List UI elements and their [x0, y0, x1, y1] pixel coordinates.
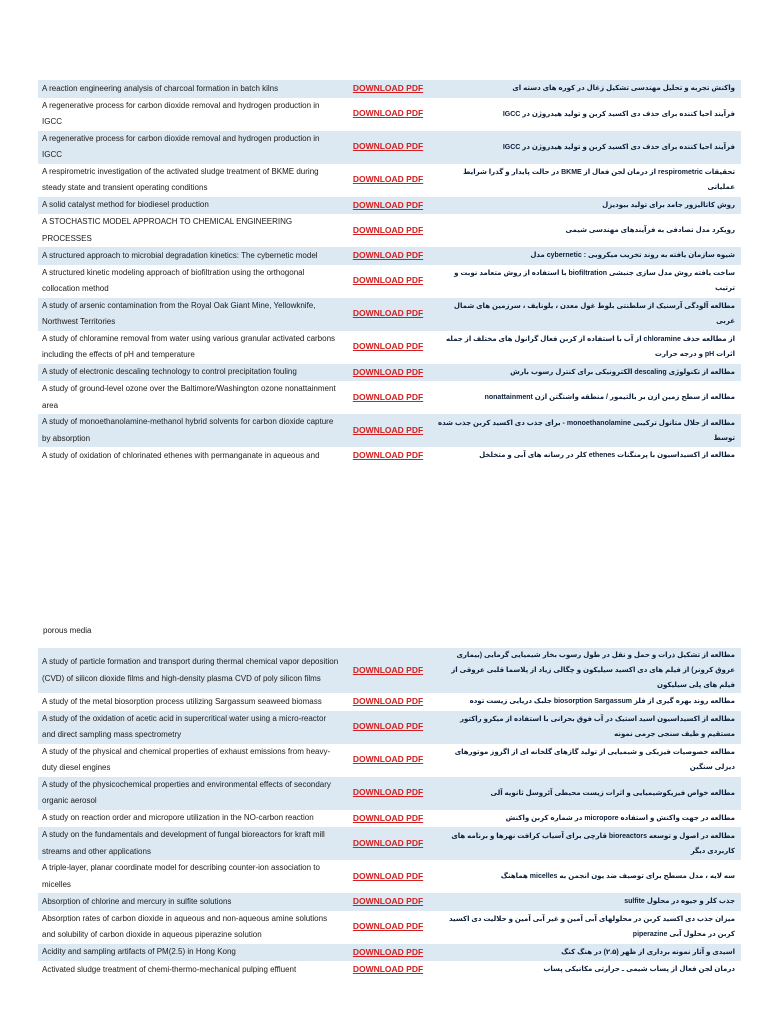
download-cell	[344, 381, 432, 414]
download-pdf-link[interactable]: DOWNLOAD PDF	[352, 664, 424, 675]
table-row	[38, 214, 741, 247]
english-title: Activated sludge treatment of chemi-thermo-mechanical pulping effluent	[42, 964, 297, 974]
english-title: A study of particle formation and transport during thermal chemical vapor deposition (CVD) of silicon dioxide films and high-density plasma CVD of poly silicon films	[38, 648, 344, 693]
download-cell	[344, 265, 432, 298]
table-row	[38, 131, 741, 164]
english-title: A study of monoethanolamine-methanol hybrid solvents for carbon dioxide capture by absorption	[38, 414, 344, 447]
download-pdf-link[interactable]: DOWNLOAD PDF	[352, 812, 424, 823]
download-pdf-link[interactable]: DOWNLOAD PDF	[352, 224, 424, 235]
english-title: A study of chloramine removal from water using various granular activated carbons including the effects of pH and temperature	[42, 333, 336, 359]
persian-title: مطالعه خواص فیزیکوشیمیایی و اثرات زیست محیطی آئروسل ثانویه آلی	[432, 777, 741, 810]
table-row	[38, 961, 741, 979]
table-row	[38, 381, 741, 414]
english-title: A study of the oxidation of acetic acid in supercritical water using a micro-reactor and direct sampling mass spectrometry	[38, 711, 344, 744]
persian-title: مطالعه در جهت واکنش و استفاده micropore در شماره کربن واکنش	[505, 814, 735, 822]
download-pdf-link[interactable]: DOWNLOAD PDF	[352, 141, 424, 152]
download-pdf-link[interactable]: DOWNLOAD PDF	[352, 450, 424, 460]
english-title: A study of ground-level ozone over the Baltimore/Washington ozone nonattainment area	[42, 384, 336, 410]
titles-table-1	[38, 80, 741, 465]
download-cell	[344, 777, 432, 810]
table-row	[38, 893, 741, 911]
download-cell	[344, 131, 432, 164]
download-cell	[344, 298, 432, 331]
download-cell	[344, 893, 432, 911]
download-pdf-link[interactable]: DOWNLOAD PDF	[352, 366, 424, 377]
english-title: A regenerative process for carbon dioxide removal and hydrogen production in IGCC	[38, 131, 344, 164]
persian-title: فرآیند احیا کننده برای حذف دی اکسید کربن و تولید هیدروژن در IGCC	[502, 110, 735, 118]
download-pdf-link[interactable]: DOWNLOAD PDF	[352, 896, 424, 906]
table-row	[38, 860, 741, 893]
english-title: A study of electronic descaling technology to control precipitation fouling	[38, 364, 344, 382]
download-pdf-link[interactable]: DOWNLOAD PDF	[352, 108, 424, 119]
persian-title: مطالعه خصوصیات فیزیکی و شیمیایی از تولید گازهای گلخانه ای از اگزوز موتورهای دیزلی سنگین	[454, 749, 735, 771]
persian-title: مطالعه از تکنولوژی descaling الکترونیکی برای کنترل رسوب بارش	[432, 364, 741, 382]
download-cell	[344, 414, 432, 447]
table-row	[38, 80, 741, 98]
persian-title: مطالعه از تشکیل ذرات و حمل و نقل در طول رسوب بخار شیمیایی گرمایی (بیماری عروق کرونر) از فیلم های دی اکسید سیلیکون و چگالی زیاد از پلاسما قلبی عروقی از فیلم های پلی سیلیکون	[432, 648, 741, 693]
titles-table-2	[38, 648, 741, 979]
download-pdf-link[interactable]: DOWNLOAD PDF	[352, 754, 424, 765]
table-row	[38, 827, 741, 860]
persian-title: اسیدی و آثار نمونه برداری از ظهر (۲.۵) در هنگ کنگ	[432, 944, 741, 962]
download-pdf-link[interactable]: DOWNLOAD PDF	[352, 275, 424, 286]
persian-title: میزان جذب دی اکسید کربن در محلولهای آبی آمین و غیر آبی آمین و حلالیت دی اکسید کربن در محلول آبی piperazine	[448, 916, 735, 938]
persian-title: واکنش تجربه و تحلیل مهندسی تشکیل زغال در کوره های دسته ای	[432, 80, 741, 98]
download-pdf-link[interactable]: DOWNLOAD PDF	[352, 837, 424, 848]
table-row	[38, 164, 741, 197]
download-cell	[344, 911, 432, 944]
english-title: A study on the fundamentals and development of fungal bioreactors for kraft mill streams and other applications	[38, 827, 344, 860]
english-title: A solid catalyst method for biodiesel production	[38, 197, 344, 215]
persian-title: شیوه سازمان یافته به روند تخریب میکروبی : cybernetic مدل	[432, 247, 741, 265]
download-pdf-link[interactable]: DOWNLOAD PDF	[352, 787, 424, 798]
table-row	[38, 693, 741, 711]
persian-title: تحقیقات respirometric از درمان لجن فعال از BKME در حالت پایدار و گذرا شرایط عملیاتی	[463, 169, 735, 191]
persian-title: روش کاتالیزور جامد برای تولید بیودیزل	[432, 197, 741, 215]
english-title: A STOCHASTIC MODEL APPROACH TO CHEMICAL ENGINEERING PROCESSES	[42, 217, 293, 243]
download-pdf-link[interactable]: DOWNLOAD PDF	[352, 870, 424, 881]
table-row	[38, 447, 741, 465]
download-cell	[344, 364, 432, 382]
english-title: Absorption rates of carbon dioxide in aqueous and non-aqueous amine solutions and solubility of carbon dioxide in aqueous piperazine solution	[42, 913, 328, 939]
download-cell	[344, 197, 432, 215]
persian-title: جذب کلر و جیوه در محلول sulfite	[432, 893, 741, 911]
persian-title: مطالعه از اکسیداسیون با پرمنگنات ethenes کلر در رسانه های آبی و متخلخل	[479, 452, 735, 460]
download-cell	[344, 331, 432, 364]
table-row	[38, 414, 741, 447]
persian-title: از مطالعه حذف chloramine از آب با استفاده از کربن فعال گرانول های مختلف از جمله اثرات pH و درجه حرارت	[446, 336, 735, 358]
persian-title: مطالعه در اصول و توسعه bioreactors قارچی برای آسیاب کرافت نهرها و برنامه های کاربردی دیگر	[432, 827, 741, 860]
table-row	[38, 298, 741, 331]
download-cell	[344, 98, 432, 131]
table-row	[38, 364, 741, 382]
download-pdf-link[interactable]: DOWNLOAD PDF	[352, 174, 424, 185]
table-row	[38, 711, 741, 744]
table-row	[38, 911, 741, 944]
english-title: A reaction engineering analysis of charcoal formation in batch kilns	[38, 80, 344, 98]
persian-title: سه لایه ، مدل مسطح برای توصیف ضد یون انجمن به micelles هماهنگ	[500, 873, 735, 880]
english-title: A study of oxidation of chlorinated ethenes with permanganate in aqueous and	[42, 450, 320, 460]
download-cell	[344, 810, 432, 828]
download-pdf-link[interactable]: DOWNLOAD PDF	[352, 391, 424, 402]
download-cell	[344, 447, 432, 465]
download-cell	[344, 860, 432, 893]
download-pdf-link[interactable]: DOWNLOAD PDF	[352, 424, 424, 435]
persian-title: مطالعه از سطح زمین ازن بر بالتیمور / منطقه واشنگتن ازن nonattainment	[484, 394, 735, 401]
download-cell	[344, 711, 432, 744]
english-title: A study of arsenic contamination from the Royal Oak Giant Mine, Yellowknife, Northwest Territories	[38, 298, 344, 331]
download-pdf-link[interactable]: DOWNLOAD PDF	[352, 250, 424, 260]
english-title: A study of the physicochemical properties and environmental effects of secondary organic aerosol	[38, 777, 344, 810]
persian-title: ساخت یافته روش مدل سازی جنبشی biofiltration با استفاده از روش متعامد نوبت و ترتیب	[454, 270, 735, 292]
download-pdf-link[interactable]: DOWNLOAD PDF	[352, 341, 424, 352]
download-pdf-link[interactable]: DOWNLOAD PDF	[352, 696, 424, 706]
persian-title: مطالعه از حلال متانول ترکیبی monoethanolamine - برای جذب دی اکسید کربن جذب شده توسط	[432, 414, 741, 447]
table-row	[38, 810, 741, 828]
download-pdf-link[interactable]: DOWNLOAD PDF	[352, 921, 424, 932]
table-row	[38, 98, 741, 131]
persian-title: رویکرد مدل تصادفی به فرآیندهای مهندسی شیمی	[565, 227, 735, 234]
download-cell	[344, 214, 432, 247]
table-row	[38, 944, 741, 962]
continued-title-text: porous media	[43, 626, 92, 635]
download-pdf-link[interactable]: DOWNLOAD PDF	[352, 83, 424, 93]
english-title: A study of the physical and chemical properties of exhaust emissions from heavy-duty diesel engines	[42, 746, 331, 772]
table-row	[38, 777, 741, 810]
download-cell	[344, 648, 432, 693]
english-title: A structured kinetic modeling approach of biofiltration using the orthogonal collocation method	[42, 267, 305, 293]
english-title: A study on reaction order and micropore utilization in the NO-carbon reaction	[42, 813, 314, 822]
persian-title: مطالعه آلودگی آرسنیک از سلطنتی بلوط غول معدن ، یلونایف ، سرزمین های شمال غربی	[432, 298, 741, 331]
download-cell	[344, 247, 432, 265]
download-cell	[344, 961, 432, 979]
download-cell	[344, 744, 432, 777]
table-row	[38, 265, 741, 298]
english-title: A study of the metal biosorption process utilizing Sargassum seaweed biomass	[42, 696, 322, 706]
download-cell	[344, 164, 432, 197]
persian-title: فرآیند احیا کننده برای حذف دی اکسید کربن و تولید هیدروژن در IGCC	[432, 131, 741, 164]
english-title: A structured approach to microbial degradation kinetics: The cybernetic model	[38, 247, 344, 265]
english-title: Absorption of chlorine and mercury in sulfite solutions	[38, 893, 344, 911]
english-title: Acidity and sampling artifacts of PM(2.5) in Hong Kong	[38, 944, 344, 962]
english-title: A respirometric investigation of the activated sludge treatment of BKME during steady state and transient operating conditions	[42, 166, 319, 192]
english-title: A triple-layer, planar coordinate model for describing counter-ion association to micelles	[42, 863, 320, 889]
table-row	[38, 197, 741, 215]
table-row	[38, 247, 741, 265]
download-cell	[344, 944, 432, 962]
download-cell	[344, 827, 432, 860]
download-pdf-link[interactable]: DOWNLOAD PDF	[352, 308, 424, 319]
table-row	[38, 648, 741, 693]
download-pdf-link[interactable]: DOWNLOAD PDF	[352, 199, 424, 210]
persian-title: مطالعه روند بهره گیری از فلز biosorption Sargassum جلبک دریایی زیست توده	[469, 698, 735, 706]
download-pdf-link[interactable]: DOWNLOAD PDF	[352, 721, 424, 732]
persian-title: درمان لجن فعال از پساب شیمی ـ حرارتی مکانیکی پساب	[543, 966, 735, 974]
download-pdf-link[interactable]: DOWNLOAD PDF	[352, 964, 424, 974]
download-cell	[344, 693, 432, 711]
download-pdf-link[interactable]: DOWNLOAD PDF	[352, 946, 424, 957]
download-cell	[344, 80, 432, 98]
english-title: A regenerative process for carbon dioxide removal and hydrogen production in IGCC	[42, 100, 320, 126]
persian-title: مطالعه از اکسیداسیون اسید استیک در آب فوق بحرانی با استفاده از میکرو راکتور مستقیم و طیف سنجی جرمی نمونه	[432, 711, 741, 744]
table-row	[38, 331, 741, 364]
table-row	[38, 744, 741, 777]
